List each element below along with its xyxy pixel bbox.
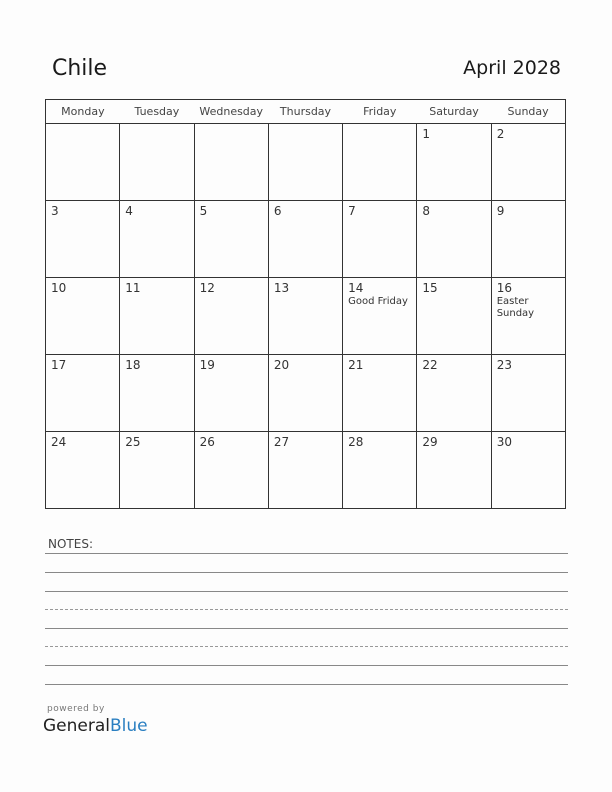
day-number: 29 (422, 435, 438, 449)
week-row (46, 201, 566, 278)
day-number: 30 (496, 435, 512, 449)
day-number: 24 (51, 435, 67, 449)
day-number: 12 (199, 281, 215, 295)
weekday-header: Sunday (491, 100, 565, 124)
day-cell (120, 355, 194, 432)
day-cell (120, 201, 194, 278)
day-number: 26 (199, 435, 215, 449)
week-row (46, 432, 566, 509)
generalblue-logo[interactable] (43, 716, 148, 736)
day-cell (46, 355, 120, 432)
day-cell (268, 124, 342, 201)
week-row (46, 124, 566, 201)
day-cell (417, 124, 491, 201)
day-cell (491, 278, 565, 355)
day-cell (268, 355, 342, 432)
day-cell (194, 201, 268, 278)
day-number: 21 (348, 358, 364, 372)
day-cell (343, 201, 417, 278)
day-number: 2 (496, 127, 505, 141)
weekday-header-row (46, 100, 566, 124)
powered-by-text: powered by (47, 704, 105, 714)
week-row (46, 355, 566, 432)
country-title: Chile (52, 56, 108, 81)
weekday-header: Saturday (417, 100, 491, 124)
notes-line (45, 628, 568, 629)
day-cell (268, 278, 342, 355)
day-cell (343, 124, 417, 201)
logo-text-blue: Blue (110, 716, 148, 736)
day-number: 25 (125, 435, 141, 449)
day-number: 8 (422, 204, 431, 218)
day-number: 19 (199, 358, 215, 372)
logo-text-general: General (43, 716, 110, 736)
day-number: 6 (273, 204, 282, 218)
notes-line (45, 684, 568, 685)
day-number: 23 (496, 358, 512, 372)
holiday-label: Good Friday (348, 296, 408, 307)
day-number: 5 (199, 204, 208, 218)
day-number: 3 (51, 204, 59, 218)
day-cell (343, 432, 417, 509)
weekday-header: Friday (343, 100, 417, 124)
day-cell (194, 278, 268, 355)
day-cell (120, 432, 194, 509)
weekday-header: Tuesday (120, 100, 194, 124)
day-cell (417, 201, 491, 278)
day-number: 9 (496, 204, 505, 218)
day-number: 10 (51, 281, 67, 295)
day-cell (417, 432, 491, 509)
notes-line (45, 665, 568, 666)
holiday-label: Easter Sunday (496, 296, 535, 319)
day-number: 7 (348, 204, 356, 218)
notes-line (45, 646, 568, 647)
day-cell (46, 432, 120, 509)
day-cell (194, 355, 268, 432)
day-number: 1 (422, 127, 431, 141)
day-cell (46, 124, 120, 201)
day-cell (491, 432, 565, 509)
day-cell (491, 355, 565, 432)
weekday-header: Wednesday (194, 100, 268, 124)
calendar-grid (45, 99, 566, 509)
day-number: 18 (125, 358, 141, 372)
notes-line (45, 572, 568, 573)
day-number: 15 (422, 281, 438, 295)
day-number: 17 (51, 358, 67, 372)
day-cell (120, 278, 194, 355)
day-number: 16 (496, 281, 512, 295)
day-cell (417, 278, 491, 355)
day-number: 11 (125, 281, 141, 295)
weekday-header: Thursday (268, 100, 342, 124)
day-number: 20 (273, 358, 290, 372)
day-cell (417, 355, 491, 432)
day-cell (120, 124, 194, 201)
notes-line (45, 591, 568, 592)
day-number: 27 (273, 435, 290, 449)
day-cell (194, 432, 268, 509)
day-number: 14 (348, 281, 364, 295)
day-cell (491, 124, 565, 201)
day-number: 13 (273, 281, 290, 295)
week-row (46, 278, 566, 355)
day-cell (194, 124, 268, 201)
day-cell (343, 355, 417, 432)
notes-line (45, 553, 568, 554)
day-cell (268, 432, 342, 509)
day-cell (46, 278, 120, 355)
day-cell (491, 201, 565, 278)
month-year-title: April 2028 (463, 57, 561, 79)
weekday-header: Monday (46, 100, 120, 124)
day-cell (343, 278, 417, 355)
day-number: 22 (422, 358, 438, 372)
day-number: 28 (348, 435, 364, 449)
notes-line (45, 609, 568, 610)
notes-label: NOTES: (48, 537, 93, 551)
day-cell (268, 201, 342, 278)
day-cell (46, 201, 120, 278)
day-number: 4 (125, 204, 133, 218)
